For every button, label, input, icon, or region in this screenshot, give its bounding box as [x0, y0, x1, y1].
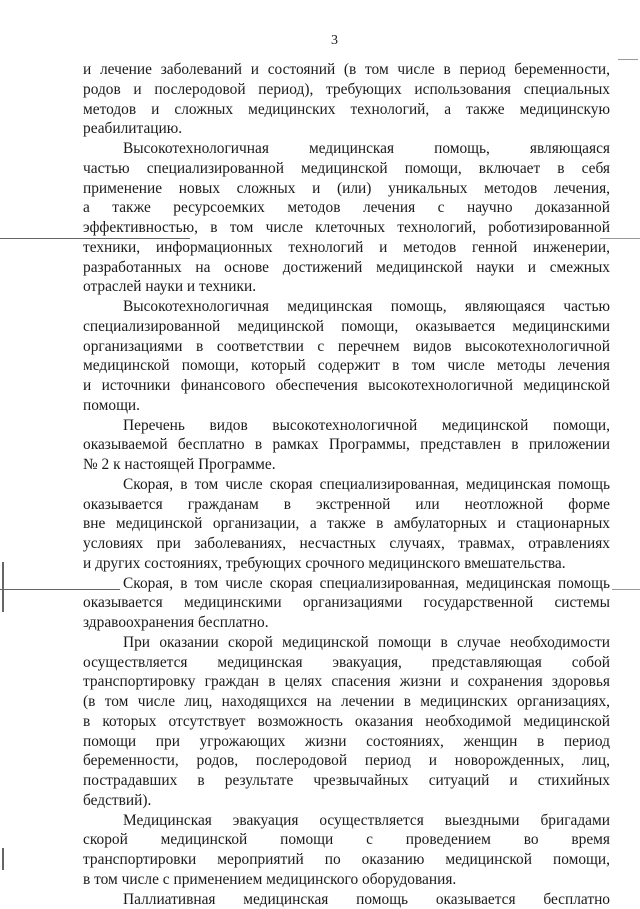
- paragraph: [83, 811, 610, 890]
- scan-line-artifact: [0, 589, 120, 590]
- text-line: организациями в соответствии с перечнем видов высокотехнологичной: [83, 337, 610, 357]
- paragraph: [83, 475, 610, 574]
- scan-line-artifact: [618, 59, 638, 60]
- text-line: оказываемой бесплатно в рамках Программы, представлен в приложении: [83, 435, 610, 455]
- text-line: методов и сложных медицинских технологий, а также медицинскую: [83, 100, 610, 120]
- scan-line-artifact: [2, 848, 4, 870]
- text-line: а также ресурсоемких методов лечения с научно доказанной: [83, 198, 610, 218]
- text-line: Скорая, в том числе скорая специализированная, медицинская помощь: [83, 574, 610, 594]
- text-line: Высокотехнологичная медицинская помощь, являющаяся частью: [83, 297, 610, 317]
- paragraph: [83, 574, 610, 633]
- paragraph: [83, 60, 610, 139]
- text-line: здравоохранения бесплатно.: [83, 613, 610, 633]
- text-line: Высокотехнологичная медицинская помощь, являющаяся: [83, 139, 610, 159]
- text-line: (в том числе лиц, находящихся на лечении в медицинских организациях,: [83, 692, 610, 712]
- text-line: в том числе с применением медицинского оборудования.: [83, 870, 610, 890]
- text-line: техники, информационных технологий и методов генной инженерии,: [83, 238, 610, 258]
- text-line: применение новых сложных и (или) уникальных методов лечения,: [83, 179, 610, 199]
- text-line: эффективностью, в том числе клеточных технологий, роботизированной: [83, 218, 610, 238]
- text-line: Скорая, в том числе скорая специализированная, медицинская помощь: [83, 475, 610, 495]
- text-line: транспортировки мероприятий по оказанию медицинской помощи,: [83, 850, 610, 870]
- text-line: Медицинская эвакуация осуществляется выездными бригадами: [83, 811, 610, 831]
- page-number: 3: [331, 33, 338, 49]
- text-line: оказывается медицинскими организациями государственной системы: [83, 593, 610, 613]
- text-line: и лечение заболеваний и состояний (в том числе в период беременности,: [83, 60, 610, 80]
- text-line: в которых отсутствует возможность оказания необходимой медицинской: [83, 712, 610, 732]
- text-line: беременности, родов, послеродовой период и новорожденных, лиц,: [83, 751, 610, 771]
- scan-line-artifact: [2, 562, 4, 612]
- text-line: условиях при заболеваниях, несчастных случаях, травмах, отравлениях: [83, 534, 610, 554]
- paragraph: [83, 297, 610, 416]
- scan-line-artifact: [600, 238, 640, 239]
- scan-line-artifact: [612, 589, 640, 590]
- paragraph: [83, 139, 610, 297]
- text-line: реабилитацию.: [83, 119, 610, 139]
- text-line: помощи при угрожающих жизни состояниях, женщин в период: [83, 732, 610, 752]
- text-line: специализированной медицинской помощи, оказывается медицинскими: [83, 317, 610, 337]
- text-line: вне медицинской организации, а также в амбулаторных и стационарных: [83, 514, 610, 534]
- text-line: медицинской помощи, который содержит в том числе методы лечения: [83, 356, 610, 376]
- text-line: и источники финансового обеспечения высокотехнологичной медицинской: [83, 376, 610, 396]
- document-body: [83, 60, 610, 909]
- text-line: оказывается гражданам в экстренной или неотложной форме: [83, 495, 610, 515]
- text-line: бедствий).: [83, 791, 610, 811]
- text-line: отраслей науки и техники.: [83, 277, 610, 297]
- text-line: частью специализированной медицинской помощи, включает в себя: [83, 159, 610, 179]
- text-line: помощи.: [83, 396, 610, 416]
- text-line: Перечень видов высокотехнологичной медицинской помощи,: [83, 416, 610, 436]
- text-line: № 2 к настоящей Программе.: [83, 455, 610, 475]
- text-line: разработанных на основе достижений медицинской науки и смежных: [83, 258, 610, 278]
- text-line: Паллиативная медицинская помощь оказывается бесплатно: [83, 890, 610, 909]
- text-line: пострадавших в результате чрезвычайных ситуаций и стихийных: [83, 771, 610, 791]
- paragraph: [83, 416, 610, 475]
- text-line: осуществляется медицинская эвакуация, представляющая собой: [83, 653, 610, 673]
- text-line: скорой медицинской помощи с проведением во время: [83, 830, 610, 850]
- text-line: При оказании скорой медицинской помощи в случае необходимости: [83, 633, 610, 653]
- paragraph: [83, 890, 610, 909]
- text-line: транспортировку граждан в целях спасения жизни и сохранения здоровья: [83, 672, 610, 692]
- text-line: и других состояниях, требующих срочного медицинского вмешательства.: [83, 554, 610, 574]
- text-line: родов и послеродовой период), требующих использования специальных: [83, 80, 610, 100]
- paragraph: [83, 633, 610, 811]
- scan-line-artifact: [0, 238, 190, 239]
